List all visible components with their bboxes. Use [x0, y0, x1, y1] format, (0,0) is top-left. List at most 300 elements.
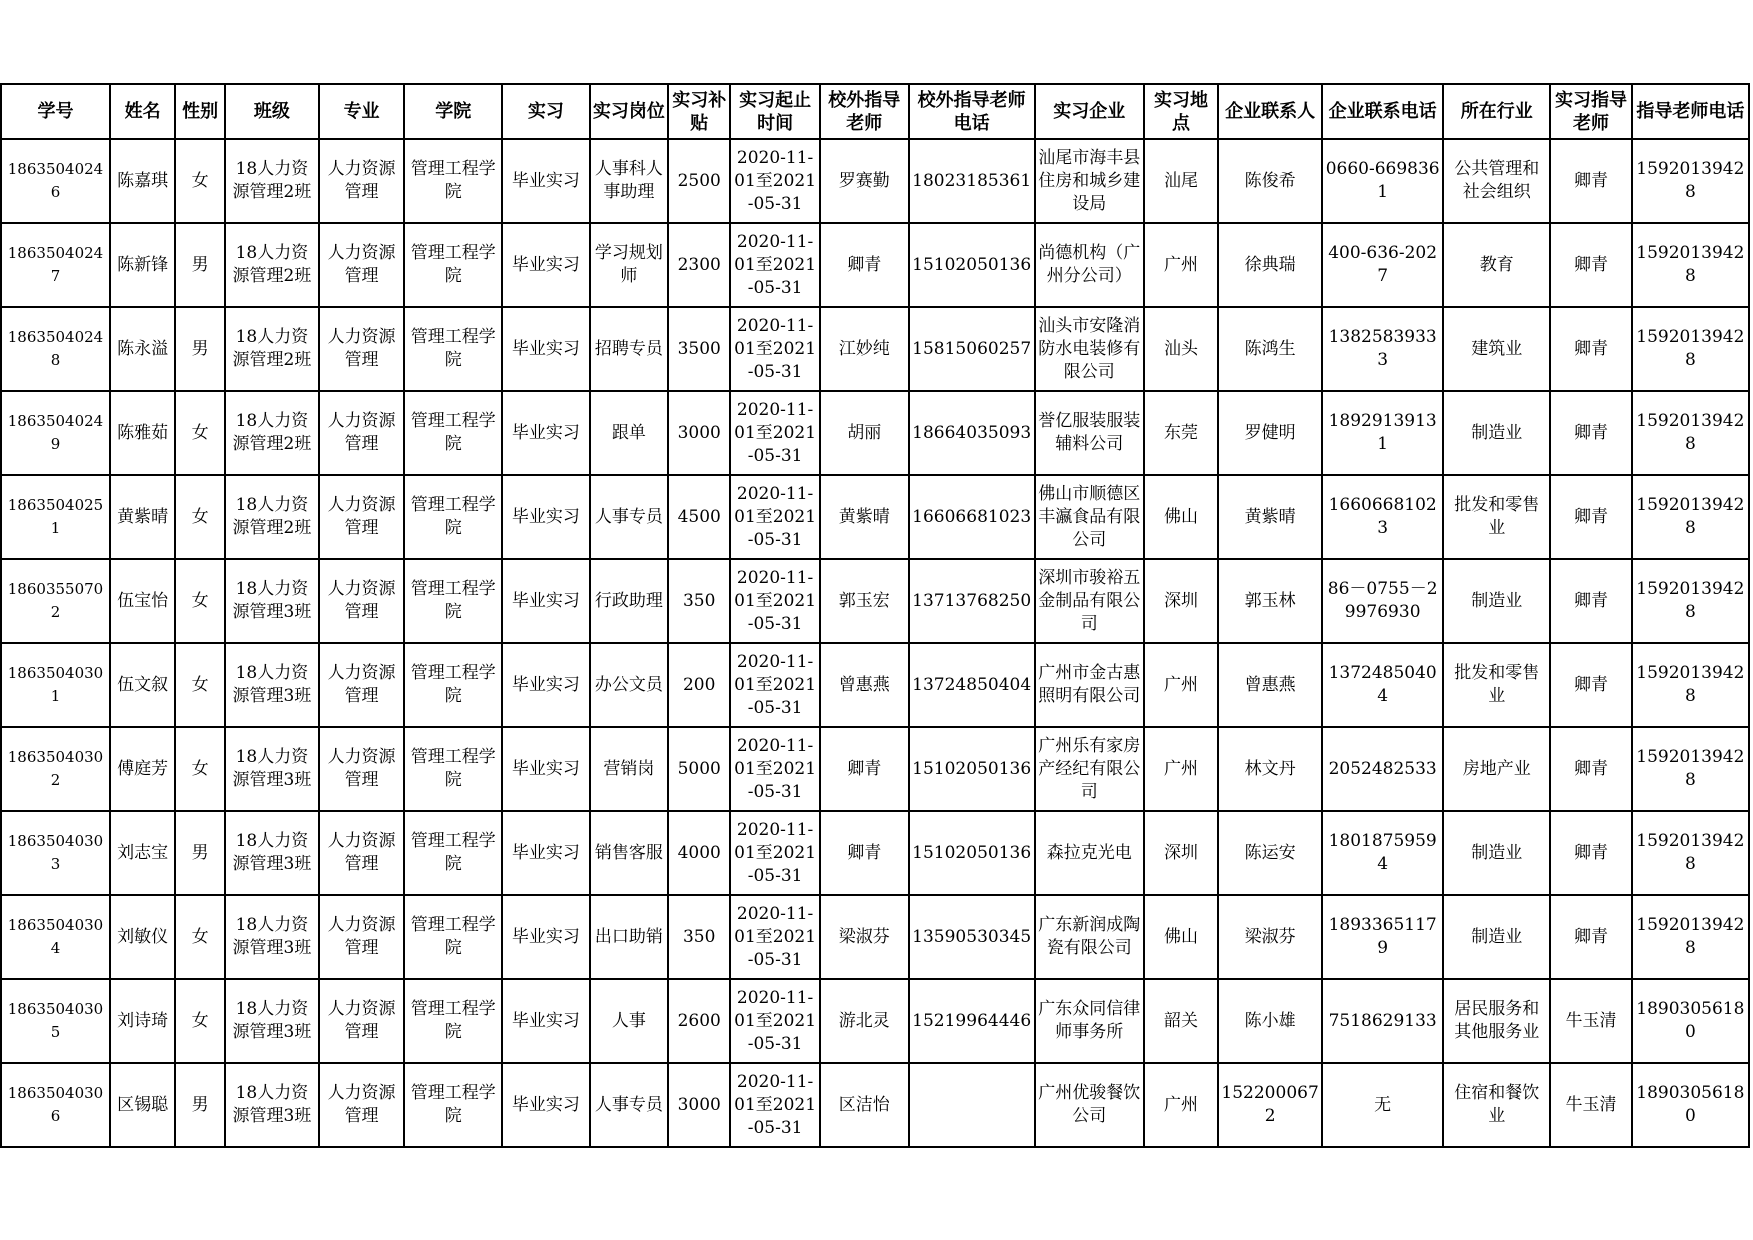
cell-position [590, 1063, 668, 1147]
cell-position [590, 223, 668, 307]
cell-college [404, 895, 502, 979]
cell-company-phone-text: 18933651179 [1328, 915, 1437, 958]
cell-student-id-text: 18635040247 [7, 244, 104, 285]
cell-class-text: 18人力资源管理3班 [232, 747, 312, 790]
cell-mentor-phone [1632, 895, 1749, 979]
cell-student-id [1, 811, 110, 895]
cell-student-id-text: 18635040246 [7, 160, 104, 201]
cell-class-text: 18人力资源管理3班 [232, 831, 312, 874]
cell-internship-text: 毕业实习 [511, 926, 580, 947]
cell-industry [1443, 811, 1550, 895]
cell-company-phone [1322, 475, 1443, 559]
cell-period [730, 307, 820, 391]
col-header-college: 学院 [404, 84, 502, 139]
cell-allowance [668, 559, 730, 643]
cell-allowance-text: 3000 [677, 422, 721, 443]
cell-company-contact [1218, 475, 1322, 559]
cell-company-phone [1322, 223, 1443, 307]
cell-gender-text: 男 [191, 338, 209, 359]
col-header-student-id: 学号 [1, 84, 110, 139]
cell-industry [1443, 1063, 1550, 1147]
col-header-mentor-phone: 指导老师电话 [1632, 84, 1749, 139]
cell-industry [1443, 307, 1550, 391]
cell-location-text: 韶关 [1163, 1010, 1198, 1031]
cell-internship [502, 1063, 590, 1147]
cell-company [1035, 643, 1144, 727]
cell-internship [502, 391, 590, 475]
cell-position-text: 学习规划师 [594, 243, 663, 286]
cell-period-text: 2020-11-01至2021-05-31 [734, 735, 817, 802]
col-header-position: 实习岗位 [590, 84, 668, 139]
cell-internship-text: 毕业实习 [511, 590, 580, 611]
cell-college-text: 管理工程学院 [410, 747, 496, 790]
table-row [1, 895, 1749, 979]
cell-college [404, 727, 502, 811]
cell-major-text: 人力资源管理 [327, 159, 396, 202]
cell-external-mentor-phone [909, 307, 1035, 391]
cell-company-phone-text: 16606681023 [1328, 495, 1437, 538]
cell-mentor-text: 卿青 [1573, 842, 1608, 863]
cell-position [590, 979, 668, 1063]
cell-location [1144, 643, 1218, 727]
cell-allowance-text: 3000 [677, 1094, 721, 1115]
cell-mentor-phone [1632, 139, 1749, 223]
cell-allowance [668, 727, 730, 811]
cell-position [590, 727, 668, 811]
cell-name-text: 陈嘉琪 [117, 170, 169, 191]
table-row [1, 139, 1749, 223]
cell-company-contact-text: 林文丹 [1244, 758, 1296, 779]
cell-allowance [668, 979, 730, 1063]
cell-mentor-phone [1632, 223, 1749, 307]
col-header-company-phone: 企业联系电话 [1322, 84, 1443, 139]
cell-mentor-phone-text: 15920139428 [1636, 747, 1745, 790]
cell-industry [1443, 475, 1550, 559]
cell-college [404, 979, 502, 1063]
cell-industry-text: 制造业 [1471, 842, 1523, 863]
cell-internship [502, 139, 590, 223]
table-row [1, 223, 1749, 307]
cell-external-mentor-phone [909, 391, 1035, 475]
cell-internship [502, 475, 590, 559]
cell-location [1144, 475, 1218, 559]
cell-name-text: 伍文叙 [117, 674, 169, 695]
cell-company [1035, 811, 1144, 895]
cell-location [1144, 307, 1218, 391]
table-body [1, 139, 1749, 1147]
cell-name-text: 陈雅茹 [117, 422, 169, 443]
cell-company-contact-text: 郭玉林 [1244, 590, 1296, 611]
cell-external-mentor [820, 979, 909, 1063]
cell-location [1144, 139, 1218, 223]
cell-internship-text: 毕业实习 [511, 170, 580, 191]
cell-mentor-phone-text: 15920139428 [1636, 159, 1745, 202]
cell-gender [175, 979, 225, 1063]
cell-company-text: 森拉克光电 [1046, 842, 1132, 863]
cell-student-id [1, 1063, 110, 1147]
cell-company-contact-text: 曾惠燕 [1244, 674, 1296, 695]
cell-major-text: 人力资源管理 [327, 831, 396, 874]
cell-location-text: 佛山 [1163, 506, 1198, 527]
cell-position-text: 人事专员 [594, 506, 663, 527]
cell-name-text: 伍宝怡 [117, 590, 169, 611]
col-header-allowance: 实习补贴 [668, 84, 730, 139]
cell-external-mentor [820, 1063, 909, 1147]
cell-class-text: 18人力资源管理3班 [232, 663, 312, 706]
cell-class-text: 18人力资源管理3班 [232, 999, 312, 1042]
cell-mentor [1550, 979, 1631, 1063]
cell-student-id-text: 18635040303 [7, 832, 104, 873]
cell-period-text: 2020-11-01至2021-05-31 [734, 987, 817, 1054]
cell-class [225, 727, 319, 811]
cell-allowance [668, 1063, 730, 1147]
cell-name [110, 811, 175, 895]
cell-gender [175, 475, 225, 559]
cell-student-id-text: 18635040248 [7, 328, 104, 369]
cell-mentor-phone-text: 18903056180 [1636, 999, 1745, 1042]
cell-class [225, 1063, 319, 1147]
cell-class-text: 18人力资源管理3班 [232, 1083, 312, 1126]
cell-external-mentor-text: 郭玉宏 [838, 590, 890, 611]
cell-company-phone-text: 2052482533 [1328, 758, 1437, 779]
cell-internship [502, 307, 590, 391]
cell-company-text: 佛山市顺德区丰瀛食品有限公司 [1038, 483, 1141, 550]
cell-company-phone-text: 13724850404 [1328, 663, 1437, 706]
cell-student-id-text: 18635040249 [7, 412, 104, 453]
cell-gender [175, 223, 225, 307]
cell-student-id-text: 18635040305 [7, 1000, 104, 1041]
cell-position-text: 办公文员 [594, 674, 663, 695]
cell-class [225, 811, 319, 895]
cell-class-text: 18人力资源管理2班 [232, 411, 312, 454]
cell-college [404, 1063, 502, 1147]
cell-external-mentor-phone [909, 559, 1035, 643]
cell-period-text: 2020-11-01至2021-05-31 [734, 1071, 817, 1138]
cell-external-mentor-phone-text: 18664035093 [912, 422, 1032, 443]
cell-industry-text: 批发和零售业 [1454, 663, 1540, 706]
cell-industry [1443, 727, 1550, 811]
cell-gender [175, 895, 225, 979]
cell-name-text: 区锡聪 [117, 1094, 169, 1115]
col-header-external-mentor: 校外指导老师 [820, 84, 909, 139]
cell-company-phone [1322, 811, 1443, 895]
table-row [1, 1063, 1749, 1147]
cell-mentor [1550, 223, 1631, 307]
cell-company-phone-text: 无 [1374, 1094, 1392, 1115]
cell-period [730, 643, 820, 727]
cell-college-text: 管理工程学院 [410, 1083, 496, 1126]
cell-position [590, 811, 668, 895]
cell-class [225, 895, 319, 979]
internship-table [0, 83, 1750, 1148]
cell-external-mentor [820, 559, 909, 643]
cell-location-text: 汕尾 [1163, 170, 1198, 191]
cell-position [590, 475, 668, 559]
cell-student-id-text: 18603550702 [7, 580, 104, 621]
cell-external-mentor-phone-text: 15102050136 [912, 254, 1032, 275]
cell-external-mentor-text: 卿青 [847, 758, 882, 779]
cell-college-text: 管理工程学院 [410, 915, 496, 958]
col-header-mentor: 实习指导老师 [1550, 84, 1631, 139]
cell-period [730, 811, 820, 895]
col-header-name: 姓名 [110, 84, 175, 139]
cell-period [730, 979, 820, 1063]
cell-company-contact [1218, 307, 1322, 391]
cell-company-text: 深圳市骏裕五金制品有限公司 [1038, 567, 1141, 634]
cell-major-text: 人力资源管理 [327, 243, 396, 286]
cell-company-text: 誉亿服装服装辅料公司 [1038, 411, 1141, 454]
cell-mentor-text: 卿青 [1573, 170, 1608, 191]
cell-internship-text: 毕业实习 [511, 338, 580, 359]
table-row [1, 811, 1749, 895]
col-header-industry: 所在行业 [1443, 84, 1550, 139]
cell-internship [502, 223, 590, 307]
cell-name [110, 391, 175, 475]
cell-major-text: 人力资源管理 [327, 327, 396, 370]
cell-company [1035, 307, 1144, 391]
cell-gender-text: 女 [191, 758, 209, 779]
cell-mentor-phone-text: 15920139428 [1636, 663, 1745, 706]
cell-name [110, 139, 175, 223]
cell-gender-text: 女 [191, 674, 209, 695]
cell-period-text: 2020-11-01至2021-05-31 [734, 399, 817, 466]
cell-mentor-text: 卿青 [1573, 590, 1608, 611]
cell-external-mentor-phone [909, 139, 1035, 223]
cell-major [319, 139, 405, 223]
cell-industry [1443, 979, 1550, 1063]
cell-name [110, 643, 175, 727]
cell-company-contact [1218, 979, 1322, 1063]
cell-gender [175, 391, 225, 475]
cell-student-id [1, 391, 110, 475]
cell-gender [175, 643, 225, 727]
cell-company-contact [1218, 391, 1322, 475]
cell-mentor-text: 卿青 [1573, 674, 1608, 695]
cell-allowance-text: 4500 [677, 506, 721, 527]
cell-gender-text: 男 [191, 254, 209, 275]
cell-company-text: 广州优骏餐饮公司 [1038, 1083, 1141, 1126]
cell-allowance-text: 2500 [677, 170, 721, 191]
cell-college-text: 管理工程学院 [410, 243, 496, 286]
cell-mentor [1550, 139, 1631, 223]
col-header-internship: 实习 [502, 84, 590, 139]
table-row [1, 643, 1749, 727]
cell-period [730, 727, 820, 811]
cell-company-contact [1218, 559, 1322, 643]
cell-name-text: 傅庭芳 [117, 758, 169, 779]
cell-location-text: 佛山 [1163, 926, 1198, 947]
cell-gender-text: 女 [191, 590, 209, 611]
cell-mentor-phone-text: 15920139428 [1636, 915, 1745, 958]
col-header-class: 班级 [225, 84, 319, 139]
cell-location-text: 东莞 [1163, 422, 1198, 443]
cell-location [1144, 223, 1218, 307]
cell-mentor [1550, 475, 1631, 559]
cell-class [225, 307, 319, 391]
cell-company-phone-text: 13825839333 [1328, 327, 1437, 370]
cell-company-text: 广东众同信律师事务所 [1038, 999, 1141, 1042]
cell-major [319, 727, 405, 811]
cell-name [110, 727, 175, 811]
cell-company-phone [1322, 643, 1443, 727]
cell-external-mentor-phone-text: 13724850404 [912, 674, 1032, 695]
cell-company [1035, 727, 1144, 811]
cell-major [319, 559, 405, 643]
cell-external-mentor-phone-text: 13713768250 [912, 590, 1032, 611]
cell-period-text: 2020-11-01至2021-05-31 [734, 231, 817, 298]
cell-major [319, 307, 405, 391]
cell-student-id-text: 18635040304 [7, 916, 104, 957]
cell-class [225, 643, 319, 727]
cell-class-text: 18人力资源管理2班 [232, 327, 312, 370]
cell-external-mentor [820, 307, 909, 391]
cell-mentor-text: 卿青 [1573, 254, 1608, 275]
cell-external-mentor-phone [909, 979, 1035, 1063]
cell-student-id [1, 475, 110, 559]
cell-allowance-text: 5000 [677, 758, 721, 779]
cell-college [404, 643, 502, 727]
cell-external-mentor [820, 475, 909, 559]
cell-class [225, 979, 319, 1063]
cell-major [319, 811, 405, 895]
cell-major [319, 895, 405, 979]
cell-allowance [668, 223, 730, 307]
cell-industry [1443, 139, 1550, 223]
cell-company-phone [1322, 979, 1443, 1063]
cell-internship [502, 643, 590, 727]
cell-allowance-text: 3500 [677, 338, 721, 359]
cell-gender [175, 727, 225, 811]
cell-gender-text: 女 [191, 926, 209, 947]
cell-period-text: 2020-11-01至2021-05-31 [734, 903, 817, 970]
cell-mentor-phone-text: 15920139428 [1636, 495, 1745, 538]
cell-major-text: 人力资源管理 [327, 663, 396, 706]
cell-industry [1443, 895, 1550, 979]
cell-student-id [1, 727, 110, 811]
cell-period [730, 895, 820, 979]
cell-external-mentor-phone-text: 15102050136 [912, 758, 1032, 779]
cell-external-mentor [820, 727, 909, 811]
cell-student-id-text: 18635040306 [7, 1084, 104, 1125]
cell-company [1035, 139, 1144, 223]
cell-class [225, 139, 319, 223]
cell-external-mentor-text: 梁淑芬 [838, 926, 890, 947]
cell-company-phone [1322, 559, 1443, 643]
cell-position-text: 出口助销 [594, 926, 663, 947]
cell-industry-text: 教育 [1479, 254, 1514, 275]
table-row [1, 391, 1749, 475]
cell-position-text: 人事科人事助理 [594, 159, 663, 202]
cell-position [590, 559, 668, 643]
cell-company-phone-text: 18929139131 [1328, 411, 1437, 454]
cell-gender-text: 男 [191, 1094, 209, 1115]
cell-internship-text: 毕业实习 [511, 422, 580, 443]
cell-location-text: 广州 [1163, 758, 1198, 779]
cell-student-id-text: 18635040302 [7, 748, 104, 789]
cell-external-mentor [820, 643, 909, 727]
cell-gender-text: 女 [191, 506, 209, 527]
cell-company-contact [1218, 139, 1322, 223]
cell-student-id [1, 895, 110, 979]
cell-mentor-phone-text: 15920139428 [1636, 411, 1745, 454]
cell-location-text: 广州 [1163, 254, 1198, 275]
cell-period-text: 2020-11-01至2021-05-31 [734, 651, 817, 718]
cell-mentor-phone [1632, 307, 1749, 391]
cell-mentor-phone [1632, 643, 1749, 727]
cell-internship-text: 毕业实习 [511, 506, 580, 527]
col-header-location: 实习地点 [1144, 84, 1218, 139]
cell-external-mentor-phone [909, 475, 1035, 559]
cell-major [319, 979, 405, 1063]
cell-industry [1443, 643, 1550, 727]
cell-college-text: 管理工程学院 [410, 579, 496, 622]
cell-name [110, 895, 175, 979]
cell-company-phone-text: 400-636-2027 [1328, 243, 1438, 286]
cell-company-phone [1322, 895, 1443, 979]
cell-location [1144, 391, 1218, 475]
col-header-external-mentor-phone: 校外指导老师电话 [909, 84, 1035, 139]
cell-college-text: 管理工程学院 [410, 663, 496, 706]
cell-mentor-phone-text: 15920139428 [1636, 831, 1745, 874]
cell-allowance-text: 2600 [677, 1010, 721, 1031]
cell-college-text: 管理工程学院 [410, 159, 496, 202]
cell-external-mentor-phone-text: 15815060257 [912, 338, 1032, 359]
cell-internship-text: 毕业实习 [511, 842, 580, 863]
cell-mentor-phone [1632, 1063, 1749, 1147]
cell-mentor-phone-text: 15920139428 [1636, 327, 1745, 370]
cell-mentor-text: 卿青 [1573, 506, 1608, 527]
cell-external-mentor-text: 罗赛勤 [838, 170, 890, 191]
cell-gender-text: 男 [191, 842, 209, 863]
cell-gender [175, 811, 225, 895]
cell-location [1144, 895, 1218, 979]
cell-mentor [1550, 559, 1631, 643]
cell-college [404, 391, 502, 475]
cell-location-text: 深圳 [1163, 590, 1198, 611]
cell-external-mentor [820, 223, 909, 307]
cell-gender [175, 559, 225, 643]
cell-industry [1443, 223, 1550, 307]
cell-internship-text: 毕业实习 [511, 674, 580, 695]
cell-student-id-text: 18635040251 [7, 496, 104, 537]
cell-industry-text: 居民服务和其他服务业 [1454, 999, 1540, 1042]
cell-company-contact [1218, 223, 1322, 307]
cell-company-phone-text: 86－0755－29976930 [1327, 579, 1438, 622]
cell-external-mentor-phone-text: 15102050136 [912, 842, 1032, 863]
cell-industry-text: 公共管理和社会组织 [1454, 159, 1540, 202]
cell-student-id [1, 307, 110, 391]
table-row [1, 979, 1749, 1063]
cell-period [730, 139, 820, 223]
cell-student-id [1, 559, 110, 643]
cell-internship [502, 895, 590, 979]
cell-allowance [668, 643, 730, 727]
col-header-major: 专业 [319, 84, 405, 139]
cell-company-contact-text: 梁淑芬 [1244, 926, 1296, 947]
cell-major-text: 人力资源管理 [327, 999, 396, 1042]
cell-period-text: 2020-11-01至2021-05-31 [734, 315, 817, 382]
table-row [1, 559, 1749, 643]
col-header-company: 实习企业 [1035, 84, 1144, 139]
cell-mentor [1550, 895, 1631, 979]
cell-external-mentor-phone-text: 13590530345 [912, 926, 1032, 947]
cell-mentor-text: 卿青 [1573, 422, 1608, 443]
cell-allowance-text: 350 [682, 926, 716, 947]
cell-location [1144, 979, 1218, 1063]
cell-company-text: 汕头市安隆消防水电装修有限公司 [1038, 315, 1141, 382]
cell-company-contact [1218, 727, 1322, 811]
cell-position [590, 895, 668, 979]
